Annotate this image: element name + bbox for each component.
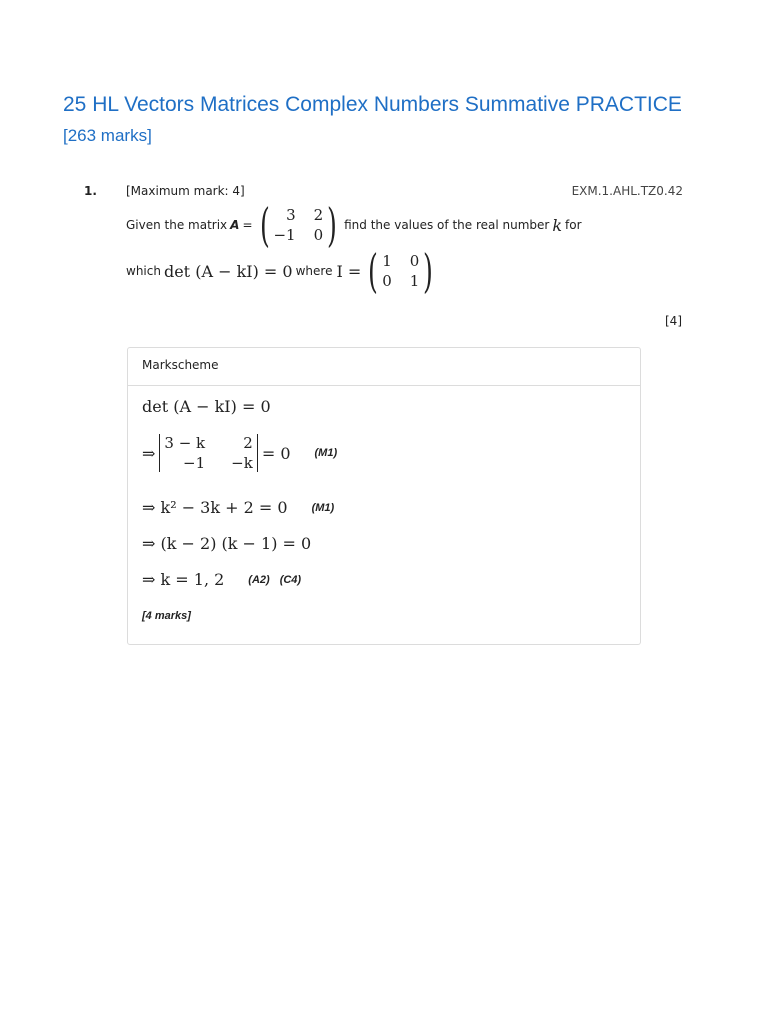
solution: ⇒ k = 1, 2: [142, 570, 225, 589]
determinant-rhs: = 0: [261, 443, 291, 463]
determinant-cell: 3 − k: [164, 434, 206, 452]
markscheme-line-5: [142, 570, 301, 589]
page-title: [63, 90, 703, 151]
markscheme-line-1: det (A − kI) = 0: [142, 397, 271, 416]
maximum-mark: [Maximum mark: 4]: [126, 184, 245, 198]
markscheme-panel: [127, 347, 641, 645]
determinant-matrix: [159, 434, 257, 472]
award-mark: (M1): [314, 447, 338, 459]
matrix-a-cell: 3: [286, 206, 296, 224]
question-text-which: which: [126, 264, 161, 278]
identity-cell: 0: [382, 272, 392, 290]
determinant-condition: det (A − kI) = 0: [163, 261, 293, 281]
variable-k: k: [552, 215, 563, 235]
award-mark: (M1): [311, 501, 335, 514]
question-line-2: [126, 244, 440, 298]
markscheme-heading: Markscheme: [128, 348, 640, 386]
markscheme-total: [4 marks]: [142, 610, 191, 622]
determinant-cell: −1: [183, 454, 206, 472]
matrix-a: ( 3 2 −1 0 ): [259, 198, 338, 252]
question-reference: EXM.1.AHL.TZ0.42: [571, 184, 683, 198]
identity-cell: 1: [409, 272, 420, 290]
title-text: 25 HL Vectors Matrices Complex Numbers Summative PRACTICE: [63, 93, 682, 116]
implies-arrow: ⇒: [142, 443, 156, 463]
identity-label: I =: [336, 261, 362, 281]
markscheme-line-4: ⇒ (k − 2) (k − 1) = 0: [142, 534, 312, 553]
question-text-for: for: [565, 218, 582, 232]
identity-cell: 0: [409, 252, 420, 270]
question-text-where: where: [295, 264, 333, 278]
matrix-a-cell: 0: [313, 226, 324, 244]
matrix-a-cell: 2: [313, 206, 324, 224]
quadratic-equation: ⇒ k² − 3k + 2 = 0: [142, 498, 288, 517]
matrix-a-cell: −1: [273, 226, 296, 244]
determinant-cell: 2: [243, 434, 253, 452]
question-text-find: find the values of the real number: [344, 218, 550, 232]
markscheme-line-2: [142, 434, 337, 472]
question-total-marks: [4]: [665, 314, 682, 328]
award-mark: (C4): [279, 573, 302, 586]
determinant-cell: −k: [231, 454, 253, 472]
title-marks: [263 marks]: [63, 126, 152, 145]
matrix-name: A: [230, 218, 240, 232]
question-number: 1.: [84, 184, 97, 198]
markscheme-line-3: [142, 498, 334, 517]
identity-matrix: ( 1 0 0 1 ): [368, 244, 434, 298]
award-mark: (A2): [248, 573, 270, 586]
question-line-1: [126, 198, 582, 252]
identity-cell: 1: [382, 252, 392, 270]
equals-sign: =: [242, 218, 253, 232]
question-text-given: Given the matrix: [126, 218, 228, 232]
